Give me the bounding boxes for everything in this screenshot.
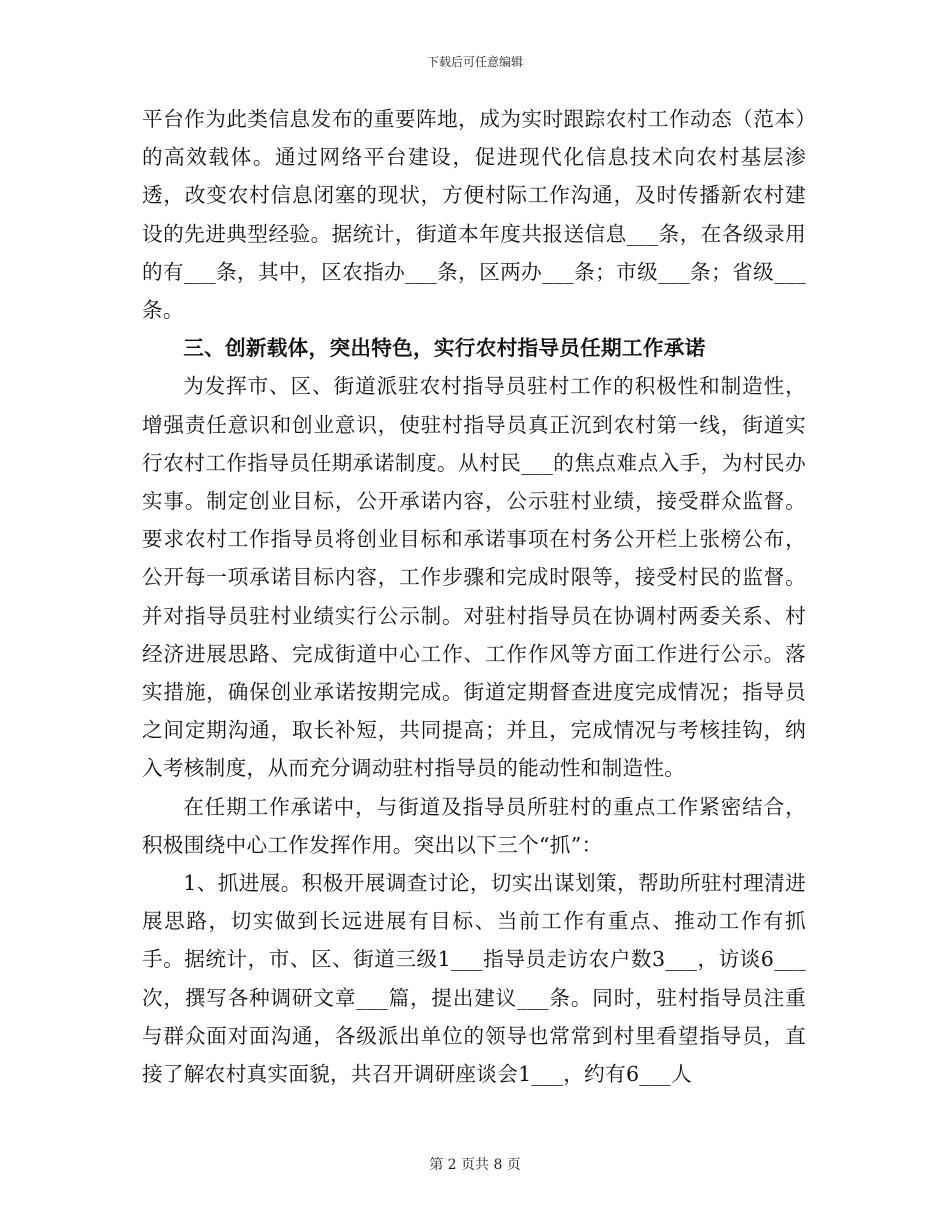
section-heading: 三、创新载体，突出特色，实行农村指导员任期工作承诺 [183,336,706,361]
page-header: 下载后可任意编辑 [426,55,523,69]
body-paragraph: 在任期工作承诺中，与街道及指导员所驻村的重点工作紧密结合，积极围绕中心工作发挥作用。突出以下三个“抓”： [142,794,806,857]
document-body [142,100,806,1093]
page-number-footer: 第 2 页共 8 页 [429,1157,521,1173]
body-paragraph: 1、抓进展。积极开展调查讨论，切实出谋划策，帮助所驻村理清进展思路，切实做到长远进展有目标、当前工作有重点、推动工作有抓手。据统计，市、区、街道三级1___指导员走访农户数3___，访谈6___次，撰写各种调研文章___篇，提出建议___条。同时，驻村指导员注重与群众面对面沟通，各级派出单位的领导也常常到村里看望指导员，直接了解农村真实面貌，共召开调研座谈会1___，约有6___人 [142,871,806,1087]
body-paragraph-continuation: 平台作为此类信息发布的重要阵地，成为实时跟踪农村工作动态（范本）的高效载体。通过网络平台建设，促进现代化信息技术向农村基层渗透，改变农村信息闭塞的现状，方便村际工作沟通，及时传播新农村建设的先进典型经验。据统计，街道本年度共报送信息___条，在各级录用的有___条，其中，区农指办___条，区两办___条；市级___条；省级___条。 [142,107,806,323]
body-paragraph: 为发挥市、区、街道派驻农村指导员驻村工作的积极性和制造性，增强责任意识和创业意识，使驻村指导员真正沉到农村第一线，街道实行农村工作指导员任期承诺制度。从村民___的焦点难点入手，为村民办实事。制定创业目标，公开承诺内容，公示驻村业绩，接受群众监督。要求农村工作指导员将创业目标和承诺事项在村务公开栏上张榜公布，公开每一项承诺目标内容，工作步骤和完成时限等，接受村民的监督。并对指导员驻村业绩实行公示制。对驻村指导员在协调村两委关系、村经济进展思路、完成街道中心工作、工作作风等方面工作进行公示。落实措施，确保创业承诺按期完成。街道定期督查进度完成情况；指导员之间定期沟通，取长补短，共同提高；并且，完成情况与考核挂钩，纳入考核制度，从而充分调动驻村指导员的能动性和制造性。 [142,374,806,781]
